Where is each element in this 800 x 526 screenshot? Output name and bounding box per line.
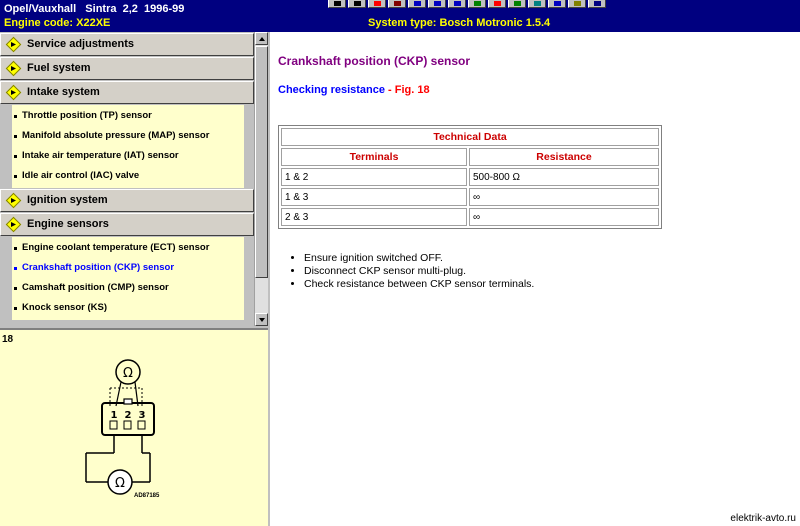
back-button[interactable] (328, 0, 346, 8)
menu-item[interactable]: Camshaft position (CMP) sensor (12, 278, 244, 298)
figure-number: 18 (2, 334, 14, 345)
menu-item[interactable]: Throttle position (TP) sensor (12, 106, 244, 126)
warning-button[interactable] (368, 0, 386, 8)
table-row (281, 208, 659, 226)
menu-section-engine-sensors[interactable] (0, 213, 254, 236)
terminals-cell: 2 & 3 (281, 208, 467, 226)
expanded-arrow-icon (6, 85, 22, 101)
search-button[interactable] (548, 0, 566, 8)
table-row (281, 168, 659, 186)
stop-button[interactable] (488, 0, 506, 8)
navigation-panel (0, 32, 268, 326)
subtitle-separator: - (385, 84, 395, 96)
menu-section-label: Ignition system (27, 194, 108, 206)
figure-panel (0, 328, 268, 526)
collapsed-arrow-icon (6, 193, 22, 209)
help-button[interactable] (448, 0, 466, 8)
diagram-button[interactable] (468, 0, 486, 8)
procedure-step: • Ensure ignition switched OFF. (304, 252, 534, 265)
menu-scrollbar[interactable] (254, 32, 268, 326)
page-title: Crankshaft position (CKP) sensor (278, 54, 471, 68)
info-icon (434, 1, 441, 6)
figure-code: AD87185 (134, 493, 160, 499)
terminal-1-label: 1 (110, 410, 118, 421)
menu-item[interactable]: Idle air control (IAC) valve (12, 166, 244, 186)
search-icon (554, 1, 561, 6)
subtitle (278, 84, 430, 96)
procedure-steps (304, 252, 534, 291)
menu-item[interactable]: Manifold absolute pressure (MAP) sensor (12, 126, 244, 146)
table-header: Terminals (281, 148, 467, 166)
image-button[interactable] (528, 0, 546, 8)
menu-section-label: Intake system (27, 86, 100, 98)
warning-icon (374, 1, 381, 6)
procedure-step: • Check resistance between CKP sensor terminals. (304, 278, 534, 291)
terminals-cell: 1 & 3 (281, 188, 467, 206)
wiring-diagram (80, 358, 200, 498)
scroll-up-button[interactable] (255, 32, 268, 45)
print-button[interactable] (508, 0, 526, 8)
notes-button[interactable] (568, 0, 586, 8)
info-button[interactable] (428, 0, 446, 8)
navigation-menu (0, 32, 254, 326)
book-button[interactable] (388, 0, 406, 8)
scroll-down-button[interactable] (255, 313, 268, 326)
title-bar (0, 0, 800, 32)
checking-resistance-link[interactable]: Checking resistance (278, 84, 385, 96)
menu-section-label: Engine sensors (27, 218, 109, 230)
menu-section-fuel-system[interactable] (0, 57, 254, 80)
help-icon (454, 1, 461, 6)
terminal-2-label: 2 (124, 410, 132, 421)
content-pane (270, 32, 800, 526)
exit-button[interactable] (588, 0, 606, 8)
menu-section-intake-system[interactable] (0, 81, 254, 104)
forward-button[interactable] (348, 0, 366, 8)
menu-section-service-adjustments[interactable] (0, 33, 254, 56)
table-row (281, 188, 659, 206)
engine-code-label: Engine code: X22XE (4, 17, 111, 29)
menu-sub-list (12, 105, 244, 188)
toolbar (328, 0, 606, 8)
vehicle-label: Opel/Vauxhall Sintra 2,2 1996-99 (4, 3, 185, 15)
resistance-cell: ∞ (469, 188, 659, 206)
collapsed-arrow-icon (6, 37, 22, 53)
back-icon (334, 1, 341, 6)
menu-item[interactable]: Knock sensor (KS) (12, 298, 244, 318)
tool-button[interactable] (408, 0, 426, 8)
technical-data-table (278, 125, 662, 229)
menu-item[interactable]: Crankshaft position (CKP) sensor (12, 258, 244, 278)
system-type-label: System type: Bosch Motronic 1.5.4 (368, 17, 551, 29)
collapsed-arrow-icon (6, 61, 22, 77)
expanded-arrow-icon (6, 217, 22, 233)
procedure-step: • Disconnect CKP sensor multi-plug. (304, 265, 534, 278)
diagram-icon (474, 1, 481, 6)
ohmmeter-omega: Ω (115, 476, 125, 491)
scroll-thumb[interactable] (255, 46, 268, 278)
book-icon (394, 1, 401, 6)
menu-section-label: Fuel system (27, 62, 91, 74)
terminals-cell: 1 & 2 (281, 168, 467, 186)
resistance-cell: 500-800 Ω (469, 168, 659, 186)
forward-icon (354, 1, 361, 6)
print-icon (514, 1, 521, 6)
table-caption: Technical Data (281, 128, 659, 146)
table-header: Resistance (469, 148, 659, 166)
image-icon (534, 1, 541, 6)
watermark: elektrik-avto.ru (730, 513, 796, 524)
exit-icon (594, 1, 601, 6)
resistance-cell: ∞ (469, 208, 659, 226)
notes-icon (574, 1, 581, 6)
terminal-3-label: 3 (138, 410, 146, 421)
sensor-omega: Ω (123, 366, 133, 381)
menu-item[interactable]: Engine coolant temperature (ECT) sensor (12, 238, 244, 258)
figure-link[interactable]: Fig. 18 (394, 84, 430, 96)
menu-sub-list (12, 237, 244, 320)
menu-item[interactable]: Intake air temperature (IAT) sensor (12, 146, 244, 166)
tool-icon (414, 1, 421, 6)
menu-section-ignition-system[interactable] (0, 189, 254, 212)
stop-icon (494, 1, 501, 6)
menu-section-label: Service adjustments (27, 38, 134, 50)
